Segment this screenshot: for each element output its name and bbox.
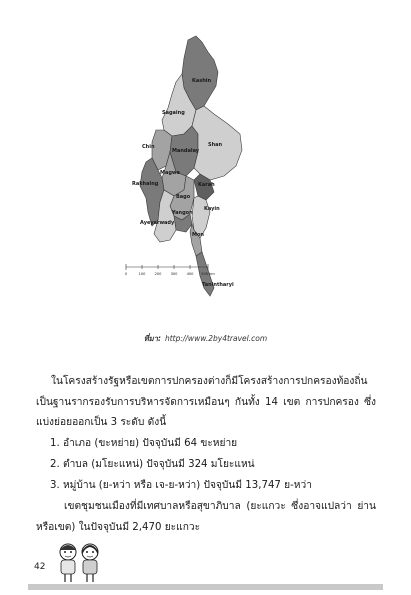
intro-paragraph: ในโครงสร้างรัฐหรือเขตการปกครองต่างก็มีโครงสร้างการปกครองท้องถิ่นเป็นฐานรากรองรับการบริหารจัดการเหมือนๆ กันทั้ง 14 เขต การปกครอง ซึ่งแบ่งย่อยออกเป็น 3 ระดับ ดังนี้ bbox=[36, 376, 376, 428]
list-item-village: 3. หมู่บ้าน (ย-หว่า หรือ เจ-ย-หว่า) ปัจจุบันมี 13,747 ย-หว่า bbox=[50, 480, 312, 491]
children-illustration bbox=[50, 540, 110, 585]
myanmar-map bbox=[110, 30, 260, 300]
map-source-caption bbox=[0, 333, 411, 345]
label-tanintharyi: Tanintharyi bbox=[202, 282, 234, 288]
label-kayin: Kayin bbox=[204, 206, 220, 212]
scale-tick-400: 400 bbox=[186, 272, 194, 276]
label-rakhaing: Rakhaing bbox=[132, 181, 159, 187]
label-bago: Bago bbox=[176, 194, 191, 200]
myanmar-map-figure bbox=[110, 30, 260, 300]
label-yangon: Yangon bbox=[172, 210, 193, 216]
children-figures-icon bbox=[50, 540, 110, 585]
list-item-district: 1. อำเภอ (ขะหย่าย) ปัจจุบันมี 64 ขะหย่าย bbox=[50, 438, 238, 449]
list-item-subdistrict: 2. ตำบล (มโยะแหน่) ปัจจุบันมี 324 มโยะแหน่ bbox=[50, 459, 255, 470]
scale-tick-300: 300 bbox=[170, 272, 178, 276]
label-mandalay: Mandalay bbox=[172, 148, 200, 154]
scale-tick-100: 100 bbox=[138, 272, 146, 276]
source-label: ที่มา: bbox=[143, 334, 161, 343]
municipality-paragraph: เขตชุมชนเมืองที่มีเทศบาลหรือสุขาภิบาล (ยะแกวะ ซึ่งอาจแปลว่า ย่าน หรือเขต) ในปัจจุบันมี 2,470 ยะแกวะ bbox=[36, 501, 376, 533]
label-sagaing: Sagaing bbox=[162, 110, 185, 116]
label-shan: Shan bbox=[208, 142, 223, 148]
page-number: 42 bbox=[34, 562, 46, 572]
label-ayeyarwady: Ayeyarwady bbox=[140, 220, 175, 226]
label-karah: Karah bbox=[198, 182, 215, 188]
source-url: http://www.2by4travel.com bbox=[164, 334, 268, 343]
scale-tick-500: 500 km bbox=[201, 272, 215, 276]
label-chin: Chin bbox=[142, 144, 155, 150]
label-mon: Mon bbox=[192, 232, 204, 238]
scale-tick-200: 200 bbox=[154, 272, 162, 276]
label-magwe: Magwe bbox=[160, 170, 180, 176]
label-kashin: Kashin bbox=[192, 78, 212, 84]
scale-tick-0: 0 bbox=[124, 272, 128, 276]
